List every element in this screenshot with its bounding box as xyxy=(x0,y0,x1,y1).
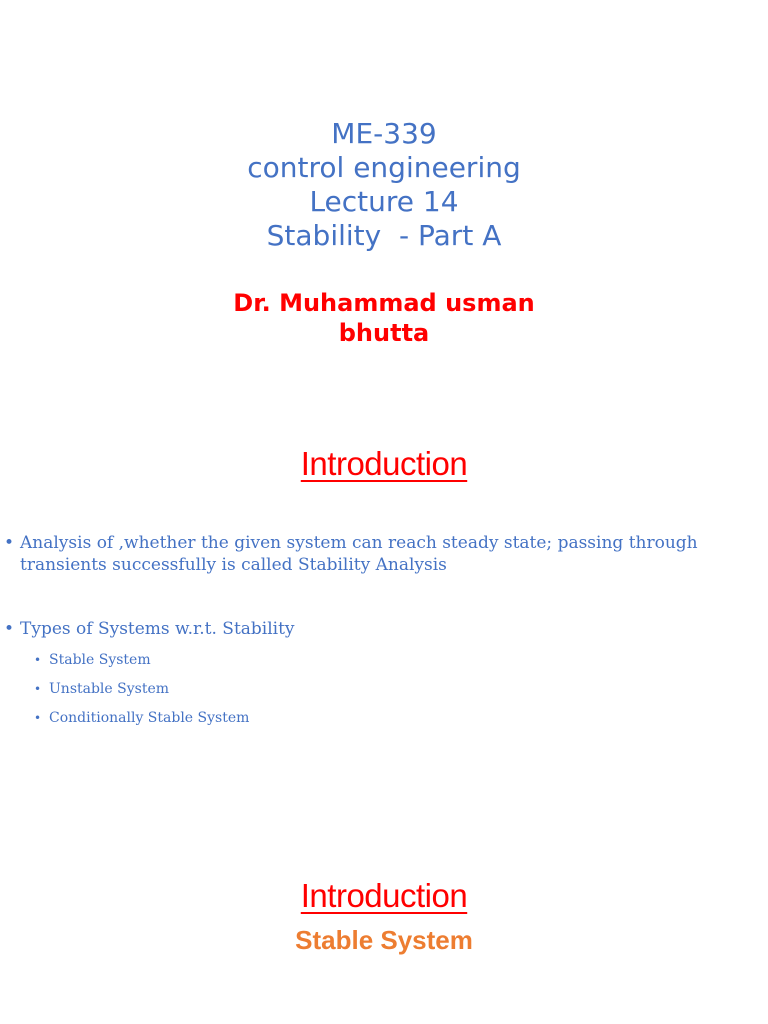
title-slide xyxy=(0,0,768,400)
course-name: control engineering xyxy=(247,151,521,184)
author-line-2: bhutta xyxy=(338,319,430,347)
sub-bullet-unstable: • Unstable System xyxy=(0,680,768,698)
introduction-slide xyxy=(0,400,768,820)
slide-subheading: Stable System xyxy=(295,925,473,955)
bullet-item-types-of-systems: • Types of Systems w.r.t. Stability xyxy=(0,618,768,640)
course-title xyxy=(0,117,768,253)
bullet-list xyxy=(0,532,768,727)
bullet-item-stability-analysis: • Analysis of ,whether the given system can reach steady state; passing through transients successfully is called Stability Analysis xyxy=(0,532,768,576)
sub-bullet-stable: • Stable System xyxy=(0,651,768,669)
slide-heading: Introduction xyxy=(300,877,468,914)
stable-system-slide xyxy=(0,820,768,1024)
course-code: ME-339 xyxy=(331,117,437,150)
sub-bullet-conditionally-stable: • Conditionally Stable System xyxy=(0,709,768,727)
author-line-1: Dr. Muhammad usman xyxy=(233,289,535,317)
author-name xyxy=(0,288,768,348)
slide-heading: Introduction xyxy=(300,445,468,482)
lecture-number: Lecture 14 xyxy=(309,185,459,218)
lecture-topic: Stability - Part A xyxy=(266,219,502,252)
